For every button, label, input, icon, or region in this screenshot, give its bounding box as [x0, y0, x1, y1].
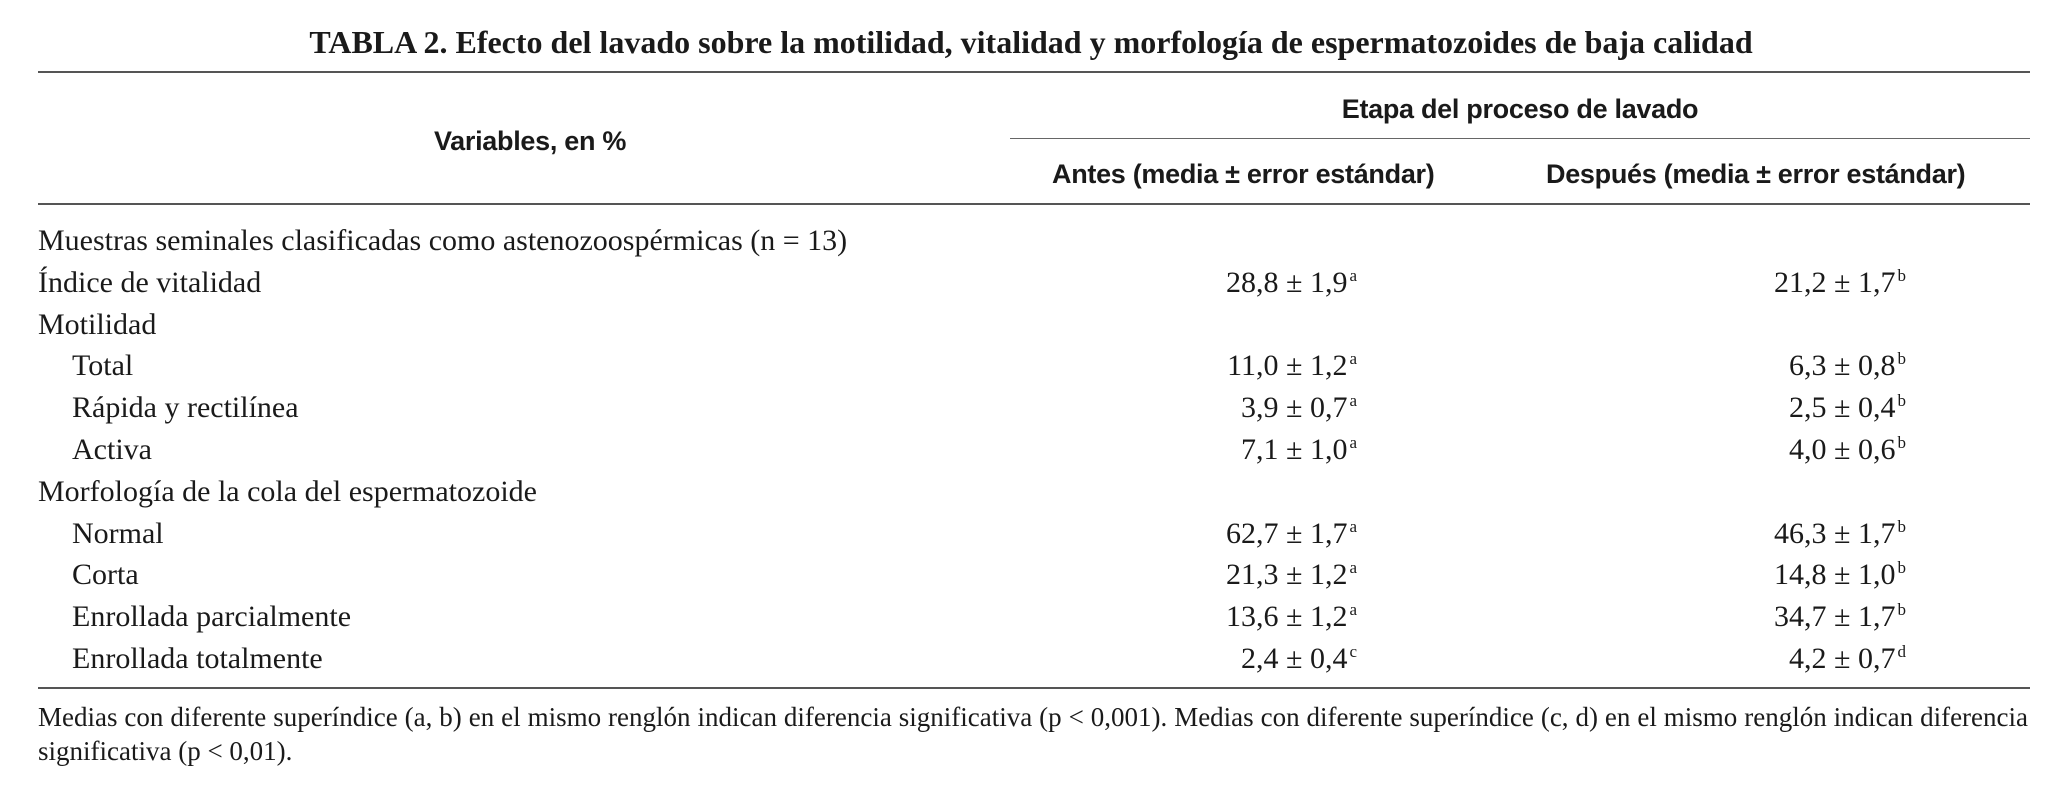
after-value-text: 14,8 ± 1,0 [1774, 558, 1896, 592]
after-value-text: 34,7 ± 1,7 [1774, 600, 1896, 634]
before-value-text: 3,9 ± 0,7 [1240, 391, 1348, 425]
row-label: Enrollada parcialmente [72, 600, 352, 634]
top-rule [38, 71, 2030, 73]
before-value [1241, 429, 1357, 471]
row-label: Enrollada totalmente [72, 642, 323, 675]
after-value-text: 2,5 ± 0,4 [1789, 391, 1896, 425]
after-superscript: d [1897, 642, 1906, 661]
before-value [1226, 596, 1357, 638]
before-superscript: a [1349, 433, 1357, 452]
before-superscript: a [1349, 516, 1357, 536]
row-label: Índice de vitalidad [38, 265, 262, 299]
before-value-text: 21,3 ± 1,2 [1225, 558, 1348, 592]
row-label: Activa [72, 433, 152, 466]
after-value [1774, 554, 1906, 596]
row-label: Muestras seminales clasificadas como astenozoospérmicas (n = 13) [38, 224, 848, 257]
table-row [0, 304, 2062, 346]
before-superscript: a [1349, 265, 1357, 285]
before-value [1226, 554, 1357, 596]
after-superscript: b [1897, 516, 1906, 536]
after-value [1789, 638, 1906, 680]
before-value [1226, 262, 1357, 304]
after-value [1789, 345, 1906, 387]
before-value-text: 13,6 ± 1,2 [1225, 600, 1348, 634]
after-superscript: b [1897, 349, 1906, 369]
after-value-text: 4,0 ± 0,6 [1789, 433, 1896, 466]
bottom-rule [38, 687, 2030, 689]
before-value-text: 28,8 ± 1,9 [1225, 265, 1348, 299]
after-value-text: 6,3 ± 0,8 [1789, 349, 1896, 383]
before-value-text: 2,4 ± 0,4 [1240, 642, 1348, 675]
before-value-text: 62,7 ± 1,7 [1225, 516, 1348, 550]
after-value-text: 4,2 ± 0,7 [1789, 642, 1896, 675]
before-superscript: a [1349, 600, 1357, 620]
before-superscript: c [1349, 642, 1357, 661]
stage-rule [1010, 138, 2030, 139]
header-after: Después (media ± error estándar) [1546, 159, 1966, 189]
after-value [1789, 429, 1906, 471]
before-value-text: 7,1 ± 1,0 [1240, 433, 1348, 466]
after-superscript: b [1897, 600, 1906, 620]
after-superscript: b [1897, 391, 1906, 411]
row-label: Total [72, 349, 134, 383]
after-value [1789, 387, 1906, 429]
after-superscript: b [1897, 558, 1906, 578]
before-value [1227, 345, 1357, 387]
row-label: Morfología de la cola del espermatozoide [38, 474, 537, 508]
table-row [0, 262, 2062, 304]
after-superscript: b [1897, 265, 1906, 285]
after-value-text: 21,2 ± 1,7 [1774, 265, 1896, 299]
before-value [1241, 638, 1357, 680]
after-value [1774, 596, 1906, 638]
after-value [1774, 513, 1906, 555]
row-label: Motilidad [38, 307, 157, 341]
after-value [1774, 262, 1906, 304]
table-title: TABLA 2. Efecto del lavado sobre la motilidad, vitalidad y morfología de espermatozoides de baja calidad [309, 24, 1753, 60]
table-row [0, 429, 2062, 471]
before-superscript: a [1349, 349, 1357, 369]
header-variables: Variables, en % [433, 126, 627, 156]
header-rule [38, 203, 2030, 205]
before-value [1241, 387, 1357, 429]
before-value-text: 11,0 ± 1,2 [1227, 349, 1348, 383]
table-row [0, 220, 2062, 262]
row-label: Corta [72, 558, 139, 592]
table-row [0, 345, 2062, 387]
table-row [0, 596, 2062, 638]
row-label: Normal [72, 516, 164, 550]
table-footnote: Medias con diferente superíndice (a, b) en el mismo renglón indican diferencia significativa (p < 0,001). Medias con diferente superíndice (c, d) en el mismo renglón indican diferencia significativa (p < 0,01). [38, 702, 2028, 766]
after-value-text: 46,3 ± 1,7 [1774, 516, 1896, 550]
before-superscript: a [1349, 558, 1357, 578]
before-value [1226, 513, 1357, 555]
after-superscript: b [1897, 433, 1906, 452]
table-row [0, 513, 2062, 555]
table-row [0, 638, 2062, 680]
table-row [0, 471, 2062, 513]
table-row [0, 554, 2062, 596]
table-row [0, 387, 2062, 429]
header-stage: Etapa del proceso de lavado [1341, 94, 1699, 124]
row-label: Rápida y rectilínea [72, 391, 299, 425]
before-superscript: a [1349, 391, 1357, 411]
header-before: Antes (media ± error estándar) [1052, 159, 1435, 189]
